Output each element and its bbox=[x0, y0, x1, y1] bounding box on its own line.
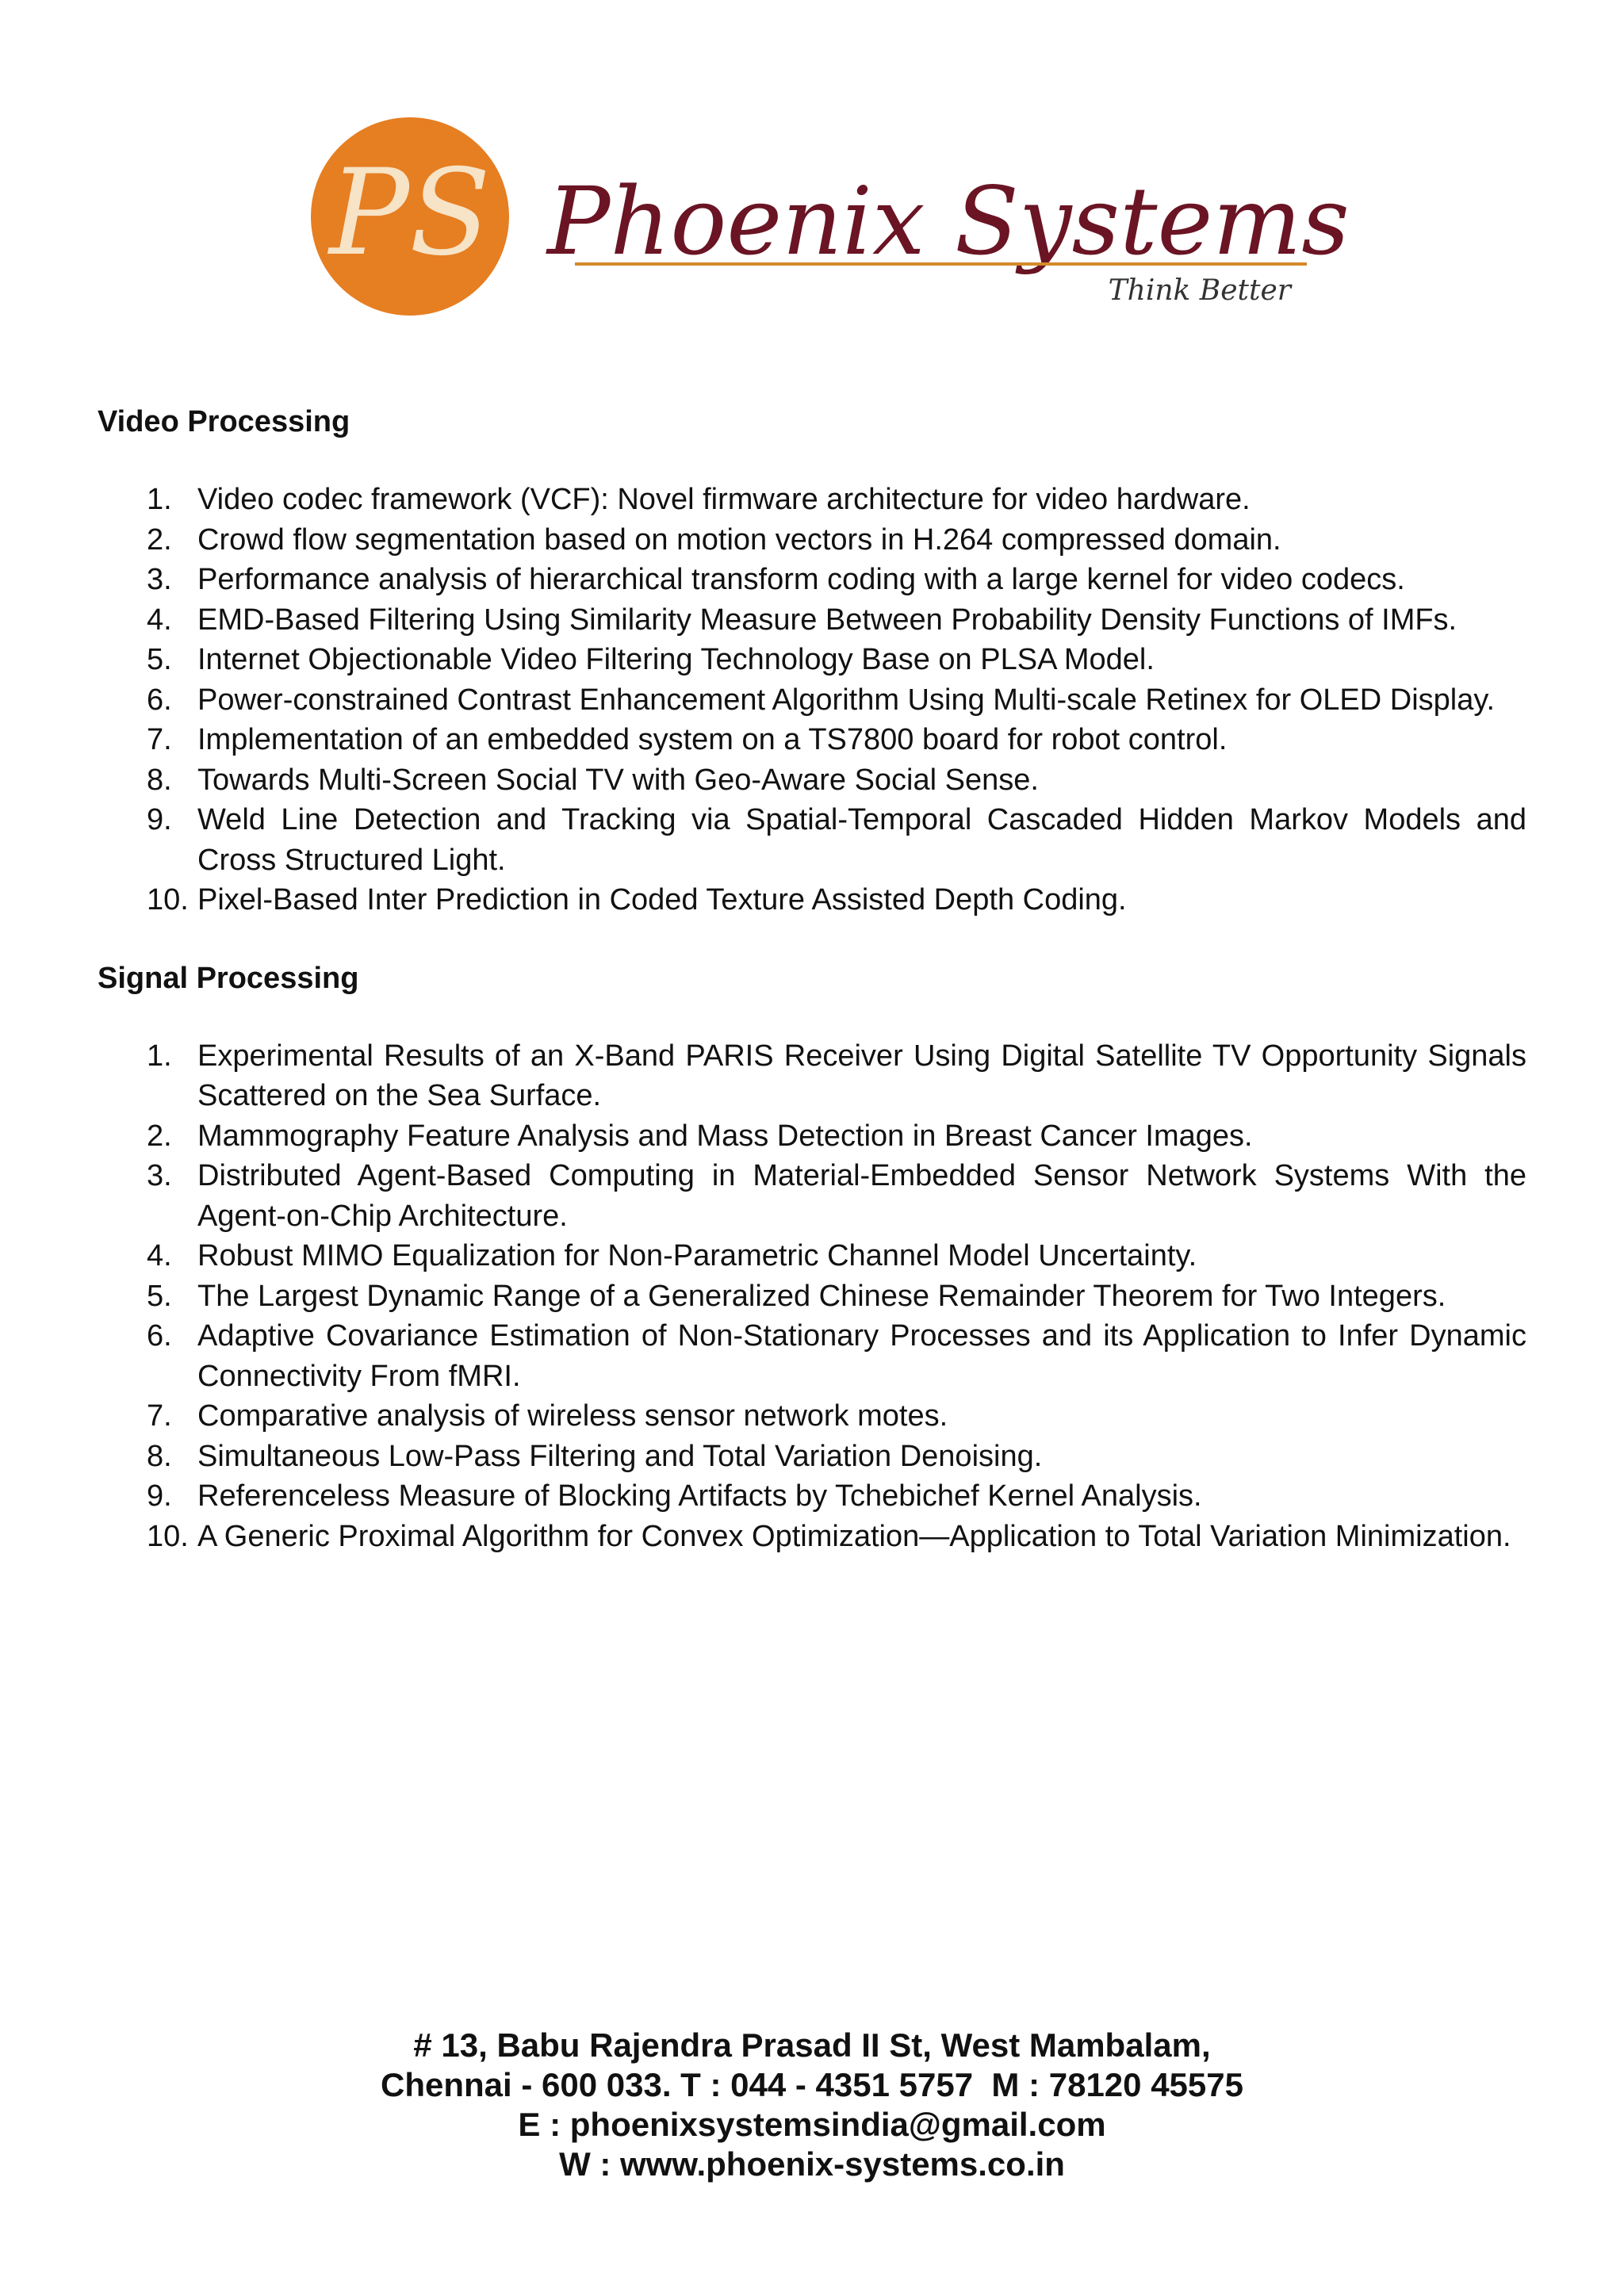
section-signal-processing bbox=[98, 957, 1526, 1557]
list-item: 10. Pixel-Based Inter Prediction in Coded Texture Assisted Depth Coding. bbox=[147, 883, 1127, 916]
signal-processing-list bbox=[98, 1036, 1526, 1557]
email-line: E : phoenixsystemsindia@gmail.com bbox=[518, 2106, 1106, 2143]
list-item: 6. Power-constrained Contrast Enhancement Algorithm Using Multi-scale Retinex for OLED Display. bbox=[147, 683, 1496, 717]
document-body bbox=[98, 400, 1526, 1593]
section-video-processing bbox=[98, 400, 1526, 920]
list-item: 9. Weld Line Detection and Tracking via Spatial-Temporal Cascaded Hidden Markov Models and Cross Structured Light. bbox=[147, 803, 1526, 877]
website-line: W : www.phoenix-systems.co.in bbox=[559, 2145, 1065, 2183]
section-title: Signal Processing bbox=[98, 961, 359, 995]
list-item: 3. Distributed Agent-Based Computing in Material-Embedded Sensor Network Systems With the Agent-on-Chip Architecture. bbox=[147, 1159, 1526, 1233]
list-item: 8. Towards Multi-Screen Social TV with Geo-Aware Social Sense. bbox=[147, 763, 1039, 797]
list-item: 8. Simultaneous Low-Pass Filtering and Total Variation Denoising. bbox=[147, 1439, 1043, 1473]
address-line-1: # 13, Babu Rajendra Prasad II St, West Mambalam, bbox=[413, 2026, 1211, 2064]
contact-footer bbox=[0, 2026, 1624, 2184]
address-line-2: Chennai - 600 033. T : 044 - 4351 5757 M : 78120 45575 bbox=[381, 2066, 1243, 2103]
company-name: Phoenix Systems bbox=[547, 166, 1350, 276]
list-item: 4. EMD-Based Filtering Using Similarity Measure Between Probability Density Functions of IMFs. bbox=[147, 603, 1457, 637]
section-title: Video Processing bbox=[98, 405, 350, 438]
list-item: 7. Implementation of an embedded system on a TS7800 board for robot control. bbox=[147, 723, 1228, 756]
letterhead-header bbox=[0, 0, 1624, 341]
list-item: 6. Adaptive Covariance Estimation of Non-Stationary Processes and its Application to Infer Dynamic Connectivity From fMRI. bbox=[147, 1319, 1526, 1393]
list-item: 4. Robust MIMO Equalization for Non-Parametric Channel Model Uncertainty. bbox=[147, 1239, 1197, 1272]
company-tagline: Think Better bbox=[1108, 274, 1291, 307]
logo-monogram: PS bbox=[329, 144, 491, 282]
list-item: 10. A Generic Proximal Algorithm for Convex Optimization—Application to Total Variation Minimization. bbox=[147, 1519, 1511, 1553]
list-item: 2. Crowd flow segmentation based on motion vectors in H.264 compressed domain. bbox=[147, 522, 1281, 557]
list-item: 1. Experimental Results of an X-Band PARIS Receiver Using Digital Satellite TV Opportunity Signals Scattered on the Sea Surface. bbox=[147, 1039, 1526, 1112]
list-item: 5. The Largest Dynamic Range of a Generalized Chinese Remainder Theorem for Two Integers. bbox=[147, 1279, 1446, 1313]
list-item: 9. Referenceless Measure of Blocking Artifacts by Tchebichef Kernel Analysis. bbox=[147, 1479, 1202, 1513]
list-item: 3. Performance analysis of hierarchical transform coding with a large kernel for video codecs. bbox=[147, 563, 1405, 596]
list-item: 7. Comparative analysis of wireless sensor network motes. bbox=[147, 1399, 948, 1433]
list-item: 1. Video codec framework (VCF): Novel firmware architecture for video hardware. bbox=[147, 483, 1251, 516]
video-processing-list bbox=[98, 480, 1526, 920]
list-item: 5. Internet Objectionable Video Filtering Technology Base on PLSA Model. bbox=[147, 643, 1155, 676]
list-item: 2. Mammography Feature Analysis and Mass Detection in Breast Cancer Images. bbox=[147, 1119, 1253, 1153]
company-logo bbox=[0, 0, 1624, 341]
